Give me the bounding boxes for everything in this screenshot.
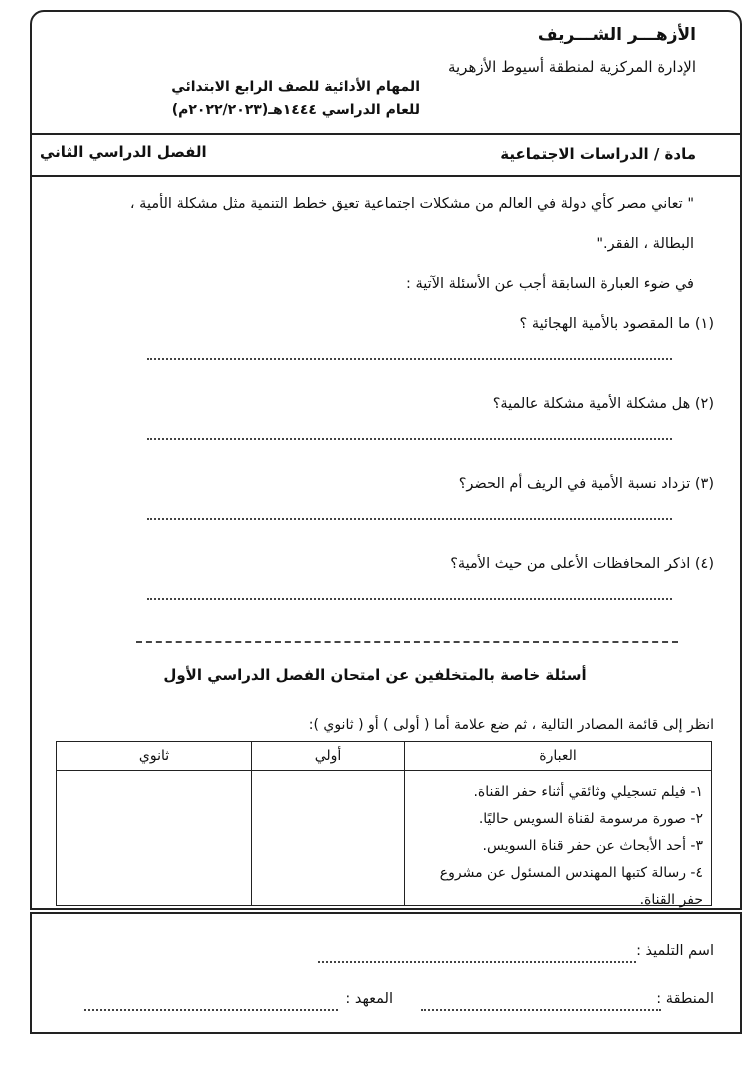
section-divider <box>136 641 678 643</box>
primary-answer-cell[interactable] <box>252 771 405 906</box>
term-label: الفصل الدراسي الثاني <box>40 143 207 161</box>
answer-line-3[interactable] <box>147 518 672 520</box>
passage-line2: البطالة ، الفقر." <box>596 236 694 252</box>
passage-line1: " تعاني مصر كأي دولة في العالم من مشكلات اجتماعية تعيق خطط التنمية مثل مشكلة الأمية ، <box>129 196 694 212</box>
header-secondary: ثانوي <box>57 742 252 771</box>
question-3: (٣) تزداد نسبة الأمية في الريف أم الحضر؟ <box>458 476 714 492</box>
source-1: ١- فيلم تسجيلي وثائقي أثناء حفر القناة. <box>473 784 703 800</box>
question-2: (٢) هل مشكلة الأمية مشكلة عالمية؟ <box>492 396 714 412</box>
table-header-row <box>57 742 712 771</box>
institute-field[interactable] <box>84 1009 338 1011</box>
statements-cell <box>405 771 712 906</box>
org-line1: الأزهـــر الشـــريف <box>537 25 696 45</box>
task-title: المهام الأدائية للصف الرابع الابتدائي <box>171 79 420 95</box>
region-field[interactable] <box>421 1009 661 1011</box>
academic-year: للعام الدراسي ١٤٤٤هـ(٢٠٢٢/٢٠٢٣م) <box>171 102 420 118</box>
source-4: ٤- رسالة كتبها المهندس المسئول عن مشروع حفر القناة. <box>439 865 703 908</box>
answer-line-4[interactable] <box>147 598 672 600</box>
institute-label: المعهد : <box>345 991 393 1007</box>
org-line2: الإدارة المركزية لمنطقة أسيوط الأزهرية <box>447 58 696 76</box>
source-3: ٣- أحد الأبحاث عن حفر قناة السويس. <box>482 838 703 854</box>
header-primary: أولي <box>252 742 405 771</box>
answer-line-1[interactable] <box>147 358 672 360</box>
student-name-field[interactable] <box>318 961 636 963</box>
answer-line-2[interactable] <box>147 438 672 440</box>
question-1: (١) ما المقصود بالأمية الهجائية ؟ <box>519 316 714 332</box>
makeup-title: أسئلة خاصة بالمتخلفين عن امتحان الفصل الدراسي الأول <box>163 666 587 684</box>
passage-instruction: في ضوء العبارة السابقة أجب عن الأسئلة الآتية : <box>406 276 694 292</box>
header-statement: العبارة <box>405 742 712 771</box>
question-4: (٤) اذكر المحافظات الأعلى من حيث الأمية؟ <box>450 556 714 572</box>
table-body-row <box>57 771 712 906</box>
secondary-answer-cell[interactable] <box>57 771 252 906</box>
student-name-label: اسم التلميذ : <box>636 943 714 959</box>
footer-box <box>30 912 742 1034</box>
makeup-instruction: انظر إلى قائمة المصادر التالية ، ثم ضع علامة أما ( أولى ) أو ( ثانوي ): <box>308 717 714 733</box>
sources-table <box>56 741 712 906</box>
subject-label: مادة / الدراسات الاجتماعية <box>500 145 696 163</box>
source-2: ٢- صورة مرسومة لقناة السويس حاليًا. <box>478 811 703 827</box>
region-label: المنطقة : <box>656 991 714 1007</box>
